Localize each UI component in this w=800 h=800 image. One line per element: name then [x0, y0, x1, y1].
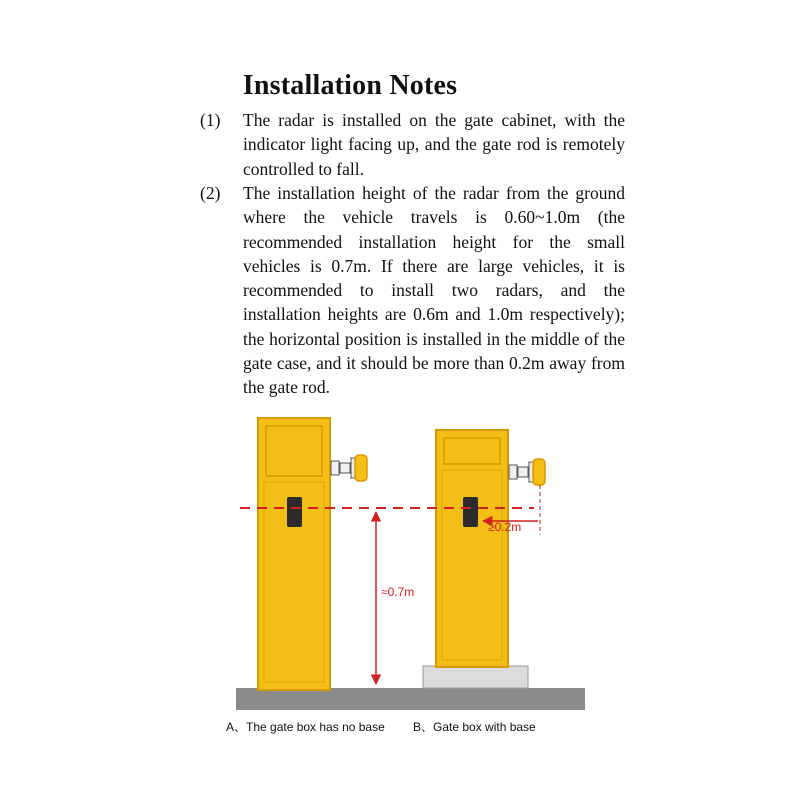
gate-box-b — [436, 430, 508, 667]
caption-b: B、Gate box with base — [413, 720, 536, 734]
note-number: (1) — [200, 110, 221, 130]
page-title: Installation Notes — [242, 70, 458, 101]
gate-box-a — [258, 418, 330, 690]
gate-rod-mount-a — [331, 455, 367, 481]
note-text: The installation height of the radar from the ground where the vehicle travels is 0.60~1.0m (the recommended installation height for the small vehicles is 0.7m. If there are large vehicles, it is recommended to install two radars, and the installation heights are 0.6m and 1.0m respectively); the horizontal position is installed in the middle of the gate case, and it should be more than 0.2m away from the gate rod. — [243, 183, 625, 398]
radar-sensor-b — [463, 497, 478, 527]
gate-base-b — [423, 666, 528, 688]
caption-a: A、The gate box has no base — [226, 720, 385, 734]
height-label: ≈0.7m — [381, 585, 415, 599]
ground-slab — [236, 688, 585, 710]
radar-sensor-a — [287, 497, 302, 527]
note-text: The radar is installed on the gate cabinet, with the indicator light facing up, and the gate rod is remotely controlled to fall. — [243, 110, 625, 179]
distance-label: ≥0.2m — [488, 520, 522, 534]
note-number: (2) — [200, 183, 221, 203]
